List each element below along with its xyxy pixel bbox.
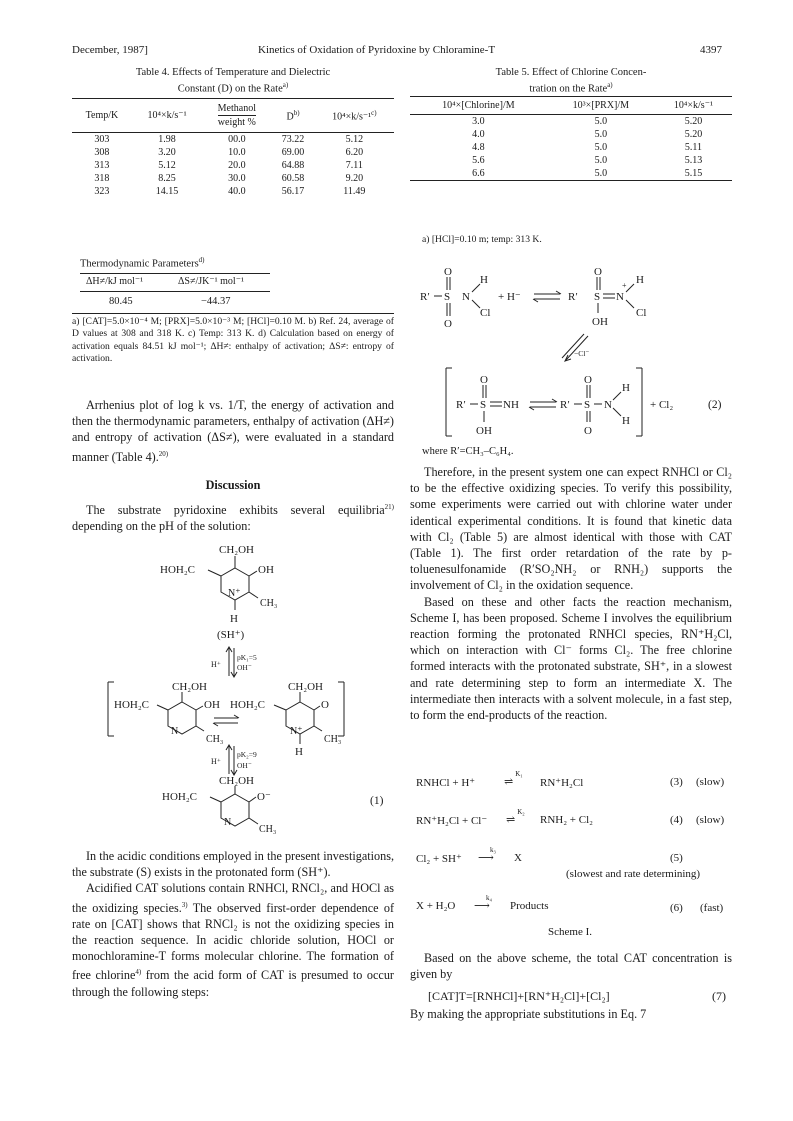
table5-cell: 5.20 — [684, 116, 703, 127]
nh-3: NH — [503, 399, 519, 411]
table4-k2-mark: c) — [371, 108, 377, 117]
pk2-label: pK₂=9 — [237, 750, 257, 759]
equilibrium-1 — [211, 647, 257, 677]
table4-cell: 20.0 — [228, 160, 246, 171]
table4-cell: 6.20 — [345, 147, 364, 158]
bond-nh-1 — [472, 284, 480, 292]
h-top: H — [230, 613, 238, 625]
eq3-arrow-glyph: ⇌ — [504, 776, 514, 788]
table5-cell: 5.20 — [684, 129, 703, 140]
equilibria-text-b: depending on the pH of the solution: — [72, 519, 251, 534]
table5-cell: 4.8 — [472, 142, 485, 153]
table4-cell: 73.22 — [281, 134, 305, 145]
sh-plus-structure — [160, 544, 277, 641]
cl-2: Cl — [636, 307, 647, 319]
hoh2c-b: HOH₂C — [162, 791, 198, 803]
table5-cell: 3.0 — [472, 116, 485, 127]
table4 — [72, 98, 394, 198]
table4-caption-mark: a) — [282, 81, 289, 89]
paragraph-arrhenius — [72, 397, 394, 465]
h-2: H — [636, 274, 644, 286]
o-up-4: O — [584, 374, 592, 386]
table5-row — [410, 115, 732, 129]
thermo-s-label: ΔS≠/JK⁻¹ mol⁻¹ — [178, 276, 244, 287]
table4-cell: 9.20 — [345, 173, 364, 184]
header-page: 4397 — [700, 44, 722, 56]
bond-ncl-2 — [626, 300, 634, 308]
eq6-k: k₄ — [486, 894, 492, 902]
table4-notes: a) [CAT]=5.0×10⁻⁴ M; [PRX]=5.0×10⁻³ M; [HCl]=0.10 M. b) Ref. 24, average of D values at 308 and 318 K. c) Temp: 313 K. d) Calculation based on energy of activation equals 84.51 kJ mol⁻¹; ΔH≠: enthalpy of activation; ΔS≠: entropy of activation. — [72, 316, 394, 365]
table5-row — [410, 167, 732, 181]
arrhenius-ref: 20) — [158, 449, 169, 458]
discussion-heading: Discussion — [205, 477, 261, 492]
eq6-arrow — [474, 894, 504, 910]
scheme-1 — [416, 770, 732, 940]
bond-oh-top — [249, 571, 257, 576]
table4-cell: 313 — [94, 160, 110, 171]
table5-cell: 4.0 — [472, 129, 485, 140]
n-plus-top: N⁺ — [228, 588, 241, 599]
cat-ref: 3) — [181, 900, 188, 909]
h-4a: H — [622, 382, 630, 394]
table4-cell: 8.25 — [158, 173, 176, 184]
table4-cell: 318 — [94, 173, 110, 184]
table4-k2-label: 10⁴×k/s⁻¹ — [332, 111, 372, 123]
oh-ml: OH — [204, 699, 220, 711]
eq4-num: (4) — [670, 814, 683, 826]
table5-cell: 5.0 — [594, 142, 608, 153]
eq6-note: (fast) — [700, 902, 724, 914]
ch2oh-top: CH₂OH — [219, 544, 255, 556]
pk1-label: pK₁=5 — [237, 653, 257, 662]
eq4-arrow-glyph: ⇌ — [506, 814, 516, 826]
table4-methanol-label: Methanol — [217, 103, 256, 114]
table4-cell: 30.0 — [228, 173, 246, 184]
table4-row — [72, 133, 394, 147]
table4-col-k2 — [315, 99, 394, 133]
table4-cell: 40.0 — [228, 186, 246, 197]
chlorine-formation-diagram — [410, 258, 732, 468]
table5-caption-mark: a) — [607, 81, 613, 89]
h-4b: H — [622, 415, 630, 427]
oh-minus-2: OH⁻ — [237, 761, 252, 770]
cat-text-b: The observed first-order dependence of rate on [CAT] shows that RNCl₂ is not the oxidizing species in the reaction sequence. In acidic chloride solution, HOCl or monochloramine-T forms molecular chlorine. The formation of free chlorine — [72, 900, 394, 983]
eq4-k: K₂ — [517, 808, 525, 816]
eq5-k: k₃ — [490, 846, 496, 854]
n-4: N — [604, 399, 612, 411]
ch2oh-ml: CH₂OH — [172, 681, 208, 693]
paragraph-substitutions: By making the appropriate substitutions in Eq. 7 — [410, 1007, 647, 1021]
plus-charge-2: + — [622, 281, 627, 290]
table5-cell: 5.11 — [684, 142, 703, 153]
paragraph-total-cat: Based on the above scheme, the total CAT concentration is given by — [410, 951, 732, 982]
left-column-top — [72, 397, 394, 535]
thermo-title-text: Thermodynamic Parameters — [80, 258, 199, 270]
eq6-right: Products — [510, 900, 549, 912]
table5-col3: 10⁴×k/s⁻¹ — [673, 100, 713, 111]
table5-body — [410, 115, 732, 181]
cl-1: Cl — [480, 307, 491, 319]
paragraph-cat — [72, 880, 394, 1000]
table4-cell: 3.20 — [158, 147, 176, 158]
eq7: [CAT]T=[RNHCl]+[RN⁺H₂Cl]+[Cl₂] — [428, 989, 610, 1003]
arrhenius-text: Arrhenius plot of log k vs. 1/T, the energy of activation and then the thermodynamic parameters, enthalpy of activation (ΔH≠) and entropy of activation (ΔS≠), were evaluated in a standard manner (Table 4). — [72, 398, 394, 464]
bond-nh-4b — [613, 408, 621, 416]
bond-ch3-mr — [314, 726, 322, 731]
equilibria-ref: 21) — [384, 503, 394, 512]
table4-cell: 56.17 — [281, 186, 305, 197]
eq5-right: X — [514, 852, 522, 864]
bond-nh-4a — [613, 392, 621, 400]
table4-cell: 5.12 — [345, 134, 364, 145]
table5-caption-line2: tration on the Rate — [529, 83, 608, 95]
right-column-top — [410, 464, 732, 723]
o-mr: O — [321, 699, 329, 711]
table4-cell: 69.00 — [281, 147, 305, 158]
ch2oh-b: CH₂OH — [219, 775, 255, 787]
n-plus-2: N — [616, 291, 624, 303]
o-up-1: O — [444, 266, 452, 278]
table5-cell: 5.6 — [472, 155, 485, 166]
n-plus-mr: N⁺ — [290, 726, 303, 737]
eq3-note: (slow) — [696, 776, 725, 788]
header-title: Kinetics of Oxidation of Pyridoxine by Chloramine-T — [258, 44, 496, 56]
paragraph-equilibria — [72, 499, 394, 534]
paragraph-therefore: Therefore, in the present system one can expect RNHCl or Cl₂ to be the effective oxidizing species. To verify this possibility, some experiments were carried out with chlorine water under identical experimental conditions. It is found that kinetic data with Cl₂ (Table 5) are almost identical with those with CAT (Table 1). The first order retardation of the rate by p-toluenesulfonamide (R′SO₂NH₂ or RNH₂) supports the involvement of Cl₂ in the oxidation sequence. — [410, 465, 732, 593]
table4-col-temp: Temp/K — [85, 110, 119, 121]
o-up-3: O — [480, 374, 488, 386]
ch3-ml: CH₃ — [206, 734, 224, 745]
s-4: S — [584, 399, 591, 411]
table4-cell: 303 — [94, 134, 110, 145]
bond-o-mr — [314, 706, 320, 710]
eq1-number: (1) — [370, 795, 384, 807]
bond-o-b — [249, 797, 256, 802]
header-date: December, 1987] — [72, 44, 148, 56]
eq5-arrow-glyph: ⟶ — [478, 852, 494, 864]
table4-row — [72, 172, 394, 185]
table4-col-k: 10⁴×k/s⁻¹ — [147, 110, 187, 121]
oh-3: OH — [476, 425, 492, 437]
table5-caption-line1: Table 5. Effect of Chlorine Concen- — [495, 67, 647, 78]
h-mr: H — [295, 746, 303, 758]
table4-cell: 00.0 — [228, 134, 246, 145]
thermo-rule-mid — [80, 291, 270, 292]
oh-2: OH — [592, 316, 608, 328]
bond-hoh2c-mr — [274, 705, 286, 710]
eq5-arrow — [478, 846, 508, 862]
table5-col2: 10³×[PRX]/M — [572, 100, 630, 111]
table4-rule-bottom — [72, 313, 394, 314]
thermo-s-value: −44.37 — [201, 296, 231, 307]
n-ml: N — [171, 726, 179, 737]
table5-row — [410, 141, 732, 154]
bond-ch3-ml — [196, 726, 204, 731]
tautomer-arrows — [213, 715, 239, 726]
ch3-top: CH₃ — [260, 598, 278, 609]
eq3-num: (3) — [670, 776, 683, 788]
table5-cell: 5.0 — [594, 168, 608, 179]
table4-cell: 64.88 — [281, 160, 305, 171]
eq3-left: RNHCl + H⁺ — [416, 777, 476, 789]
table4-d-mark: b) — [293, 108, 300, 117]
minus-cl-label: −Cl⁻ — [574, 349, 590, 358]
table4-cell: 14.15 — [155, 186, 179, 197]
table4-cell: 11.49 — [343, 186, 366, 197]
table4-cell: 308 — [94, 147, 110, 158]
o-minus-b: O⁻ — [257, 791, 271, 803]
h-plus-2: H⁺ — [211, 757, 221, 766]
bond-hoh2c-ml — [157, 705, 168, 710]
table5-cell: 5.0 — [594, 155, 608, 166]
n-1: N — [462, 291, 470, 303]
s-1: S — [444, 291, 451, 303]
thermo-h-value: 80.45 — [109, 296, 133, 307]
bottom-structure — [162, 775, 276, 835]
hoh2c-mr: HOH₂C — [230, 699, 266, 711]
thermo-title — [80, 256, 205, 270]
right-column-bottom — [410, 950, 732, 982]
cat-text-c: from the acid form of CAT is presumed to occur through the following steps: — [72, 968, 394, 999]
table4-cell: 60.58 — [281, 173, 305, 184]
scheme-title: Scheme I. — [548, 926, 592, 938]
table5-cell: 6.6 — [472, 168, 485, 179]
eq4-left: RN⁺H₂Cl + Cl⁻ — [416, 815, 488, 827]
eq6-arrow-glyph: ⟶ — [474, 900, 490, 912]
table4-body — [72, 133, 394, 199]
s-3: S — [480, 399, 487, 411]
thermo-h-label: ΔH≠/kJ mol⁻¹ — [86, 276, 144, 287]
rprime-1: R′ — [420, 291, 430, 303]
paragraph-mechanism: Based on these and other facts the reaction mechanism, Scheme I, has been proposed. Scheme I involves the equilibrium reaction forming the protonated RNHCl species, RN⁺H₂Cl, which on interaction with Cl⁻ forms Cl₂. The free chlorine formed interacts with the protonated substrate, SH⁺, in a slowest and rate determining step to form an intermediate X. The intermediate then interacts with a solvent molecule, in a fast step, to form the end-products of the reaction. — [410, 594, 732, 723]
rprime-2: R′ — [568, 291, 578, 303]
table4-cell: 323 — [94, 186, 110, 197]
bond-ncl-1 — [472, 300, 480, 308]
thermo-mark: d) — [198, 256, 205, 264]
h-1: H — [480, 274, 488, 286]
table4-caption — [72, 66, 394, 96]
n-b: N — [224, 817, 232, 828]
table4-col-d — [271, 99, 314, 133]
thermo-rule-top — [80, 273, 270, 274]
eq5-left: Cl₂ + SH⁺ — [416, 853, 462, 865]
o-up-2: O — [594, 266, 602, 278]
ch3-b: CH₃ — [259, 824, 277, 835]
equilibrium-2 — [211, 745, 257, 775]
table4-cell: 7.11 — [345, 160, 363, 171]
table4-cell: 1.98 — [158, 134, 176, 145]
o-down-1: O — [444, 318, 452, 330]
table4-caption-line2: Constant (D) on the Rate — [177, 83, 283, 95]
h-plus-1: H⁺ — [211, 660, 221, 669]
eq3-arrow — [504, 770, 534, 786]
s-2: S — [594, 291, 601, 303]
bond-ch3-b — [249, 818, 258, 824]
table5-note: a) [HCl]=0.10 m; temp: 313 K. — [422, 234, 542, 245]
table5-row — [410, 128, 732, 141]
oh-top: OH — [258, 564, 274, 576]
o-down-4: O — [584, 425, 592, 437]
table4-d-label: D — [286, 111, 294, 123]
bond-ch3-top — [249, 592, 258, 598]
cat-text-a: Acidified CAT solutions contain RNHCl, RNCl₂, and HOCl as the oxidizing species. — [72, 881, 394, 915]
eq7-number: (7) — [712, 989, 726, 1003]
table4-cell: 10.0 — [228, 147, 246, 158]
table4-row — [72, 185, 394, 198]
table4-row — [72, 146, 394, 159]
bond-oh-ml — [196, 706, 203, 710]
where-rprime: where R′=CH₃–C₆H₄. — [422, 446, 514, 457]
table5-col1: 10⁴×[Chlorine]/M — [442, 100, 515, 111]
table5 — [410, 96, 732, 181]
table4-caption-line1: Table 4. Effects of Temperature and Dielectric — [135, 67, 331, 78]
plus-h-1: + H⁻ — [498, 291, 521, 303]
table5-caption — [410, 66, 732, 96]
table5-cell: 5.0 — [594, 116, 608, 127]
eq4-right: RNH₂ + Cl₂ — [540, 814, 593, 826]
left-column-bottom — [72, 848, 394, 1000]
table5-cell: 5.13 — [684, 155, 703, 166]
oh-minus-1: OH⁻ — [237, 663, 252, 672]
eq6-left: X + H₂O — [416, 900, 456, 912]
eq6-num: (6) — [670, 902, 683, 914]
eq3-k: K₁ — [515, 770, 523, 778]
eq5-note: (slowest and rate determining) — [566, 868, 701, 880]
eq2-number: (2) — [708, 399, 722, 411]
pyridoxine-equilibria-diagram — [72, 540, 394, 840]
eq3-right: RN⁺H₂Cl — [540, 777, 584, 789]
table5-cell: 5.0 — [594, 129, 608, 140]
rprime-3: R′ — [456, 399, 466, 411]
table4-row — [72, 159, 394, 172]
table4-col-methanol — [202, 99, 271, 133]
cat-ref2: 4) — [135, 968, 142, 977]
ch3-mr: CH₃ — [324, 734, 342, 745]
plus-cl2: + Cl₂ — [650, 399, 674, 411]
eq5-num: (5) — [670, 852, 683, 864]
table4-weight-label: weight % — [217, 117, 256, 128]
rprime-4: R′ — [560, 399, 570, 411]
bond-hoh2c-b — [210, 797, 221, 802]
middle-left-structure — [108, 681, 223, 745]
equilibria-text-a: The substrate pyridoxine exhibits several equilibria — [86, 503, 385, 518]
ch2oh-mr: CH₂OH — [288, 681, 324, 693]
sh-label: (SH⁺) — [217, 629, 245, 641]
hoh2c-ml: HOH₂C — [114, 699, 150, 711]
table5-cell: 5.15 — [684, 168, 703, 179]
paragraph-acidic: In the acidic conditions employed in the present investigations, the substrate (S) exists in the protonated form (SH⁺). — [72, 849, 394, 880]
bond-nh-2 — [626, 284, 634, 292]
bond-hoh2c-top — [208, 570, 221, 576]
table4-cell: 5.12 — [158, 160, 176, 171]
eq4-arrow — [506, 808, 536, 824]
hoh2c-top: HOH₂C — [160, 564, 196, 576]
middle-right-structure — [230, 681, 344, 758]
eq4-note: (slow) — [696, 814, 725, 826]
table5-row — [410, 154, 732, 167]
